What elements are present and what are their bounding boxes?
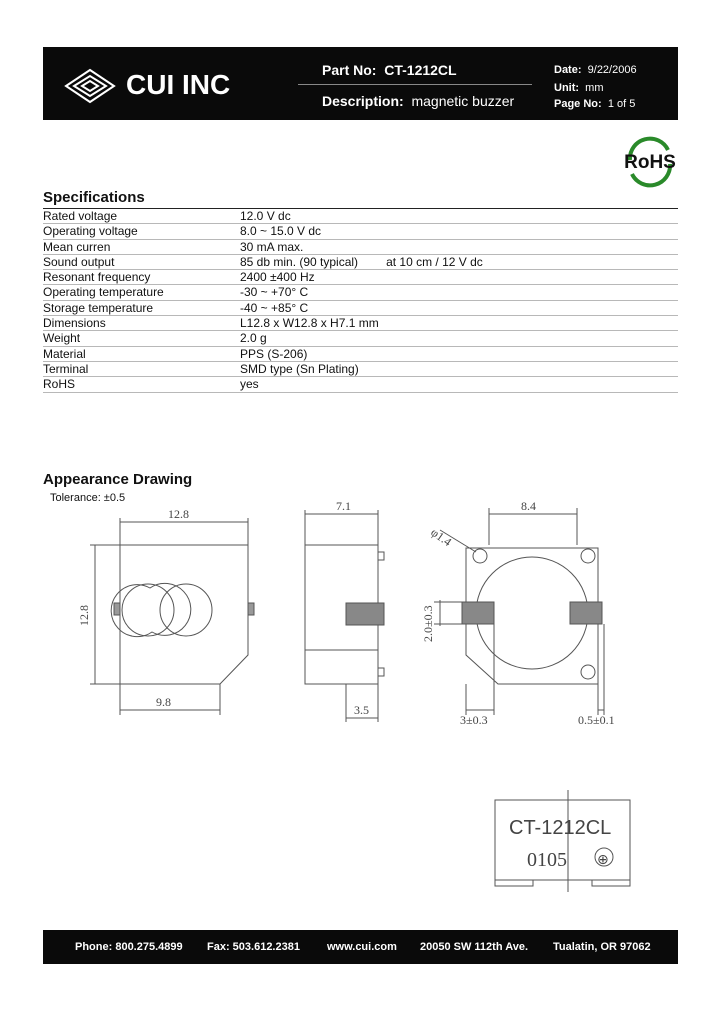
description [322, 93, 514, 109]
spec-row [43, 209, 678, 224]
bottom-view [434, 508, 604, 715]
date-label: Date: [554, 64, 582, 76]
spec-value-cell [240, 285, 678, 300]
spec-param: Terminal [43, 361, 240, 376]
spec-value-cell [240, 254, 678, 269]
footer-address: 20050 SW 112th Ave. [420, 941, 529, 953]
dim-side-height: 7.1 [336, 500, 351, 513]
dim-hole-dia: φ1.4 [428, 524, 455, 550]
header-divider [298, 84, 532, 85]
dim-pad-width: 0.5±0.1 [578, 713, 615, 727]
spec-param: Mean curren [43, 239, 240, 254]
spec-value: -30 ~ +70° C [240, 285, 309, 300]
unit-field [554, 82, 604, 94]
spec-value: 8.0 ~ 15.0 V dc [240, 224, 322, 239]
dim-side-bottom: 3.5 [354, 703, 369, 717]
rohs-badge [620, 136, 680, 188]
spec-value: 85 db min. (90 typical) [240, 254, 359, 269]
spec-value-cell [240, 209, 678, 224]
footer-fax: Fax: 503.612.2381 [207, 941, 300, 953]
spec-row [43, 346, 678, 361]
dim-height-left: 12.8 [77, 605, 91, 626]
spec-param: Dimensions [43, 316, 240, 331]
dim-pad-height: 2.0±0.3 [421, 605, 435, 642]
spec-row [43, 285, 678, 300]
spec-row [43, 316, 678, 331]
spec-param: Sound output [43, 254, 240, 269]
spec-row [43, 224, 678, 239]
appearance-drawing [0, 500, 720, 900]
company-name: CUI INC [126, 69, 231, 100]
rohs-text: RoHS [624, 152, 676, 173]
spec-value: 2400 ±400 Hz [240, 270, 315, 285]
date-field [554, 64, 637, 76]
spec-value-cell [240, 270, 678, 285]
spec-value-cell [240, 300, 678, 315]
unit-value: mm [585, 82, 604, 94]
spec-value-cell [240, 224, 678, 239]
spec-value-cell [240, 361, 678, 376]
spec-param: Resonant frequency [43, 270, 240, 285]
footer-web[interactable]: www.cui.com [327, 941, 397, 953]
top-view [90, 518, 254, 715]
spec-row [43, 361, 678, 376]
dim-bottom-width: 9.8 [156, 695, 171, 709]
spec-value: SMD type (Sn Plating) [240, 361, 359, 376]
appearance-title: Appearance Drawing [43, 471, 193, 488]
footer-phone: Phone: 800.275.4899 [75, 941, 183, 953]
polarity-symbol: ⊕ [597, 852, 609, 868]
spec-param: Operating temperature [43, 285, 240, 300]
page-value: 1 of 5 [607, 98, 636, 110]
page-label: Page No: [554, 98, 602, 110]
date-value: 9/22/2006 [587, 64, 637, 76]
spec-value-cell [240, 239, 678, 254]
specifications-title: Specifications [43, 189, 145, 206]
spec-row [43, 254, 678, 269]
spec-value-cell [240, 316, 678, 331]
dim-width-top: 12.8 [168, 507, 189, 521]
cui-logo [60, 56, 270, 108]
description-label: Description: [322, 93, 404, 109]
spec-value: 2.0 g [240, 331, 267, 346]
spec-row [43, 239, 678, 254]
spec-value-cell [240, 331, 678, 346]
spec-row [43, 300, 678, 315]
page-field [554, 98, 635, 110]
dim-bottom-view-width: 8.4 [521, 500, 536, 513]
spec-value: 30 mA max. [240, 239, 304, 254]
spec-value: 12.0 V dc [240, 209, 291, 223]
part-no-value: CT-1212CL [384, 62, 457, 78]
spec-value-cell [240, 377, 678, 392]
side-view [305, 510, 384, 722]
part-no-label: Part No: [322, 62, 377, 78]
spec-row [43, 270, 678, 285]
spec-value: PPS (S-206) [240, 346, 308, 361]
tolerance-note: Tolerance: ±0.5 [50, 492, 126, 504]
marking-model: CT-1212CL [509, 817, 612, 839]
description-value: magnetic buzzer [411, 93, 515, 109]
spec-value-cell [240, 346, 678, 361]
spec-param: RoHS [43, 377, 240, 392]
spec-param: Rated voltage [43, 209, 240, 224]
footer-city: Tualatin, OR 97062 [553, 941, 651, 953]
spec-param: Operating voltage [43, 224, 240, 239]
part-number [322, 62, 457, 78]
spec-param: Storage temperature [43, 300, 240, 315]
marking-code: 0105 [527, 849, 567, 871]
spec-extra: at 10 cm / 12 V dc [386, 254, 483, 269]
spec-row [43, 377, 678, 392]
spec-param: Weight [43, 331, 240, 346]
spec-value: yes [240, 377, 259, 392]
specifications-table [43, 208, 678, 393]
spec-value: L12.8 x W12.8 x H7.1 mm [240, 316, 379, 331]
dim-pad-offset: 3±0.3 [460, 713, 488, 727]
unit-label: Unit: [554, 82, 580, 94]
marking-view [495, 790, 630, 892]
spec-row [43, 331, 678, 346]
spec-param: Material [43, 346, 240, 361]
spec-value: -40 ~ +85° C [240, 300, 309, 315]
